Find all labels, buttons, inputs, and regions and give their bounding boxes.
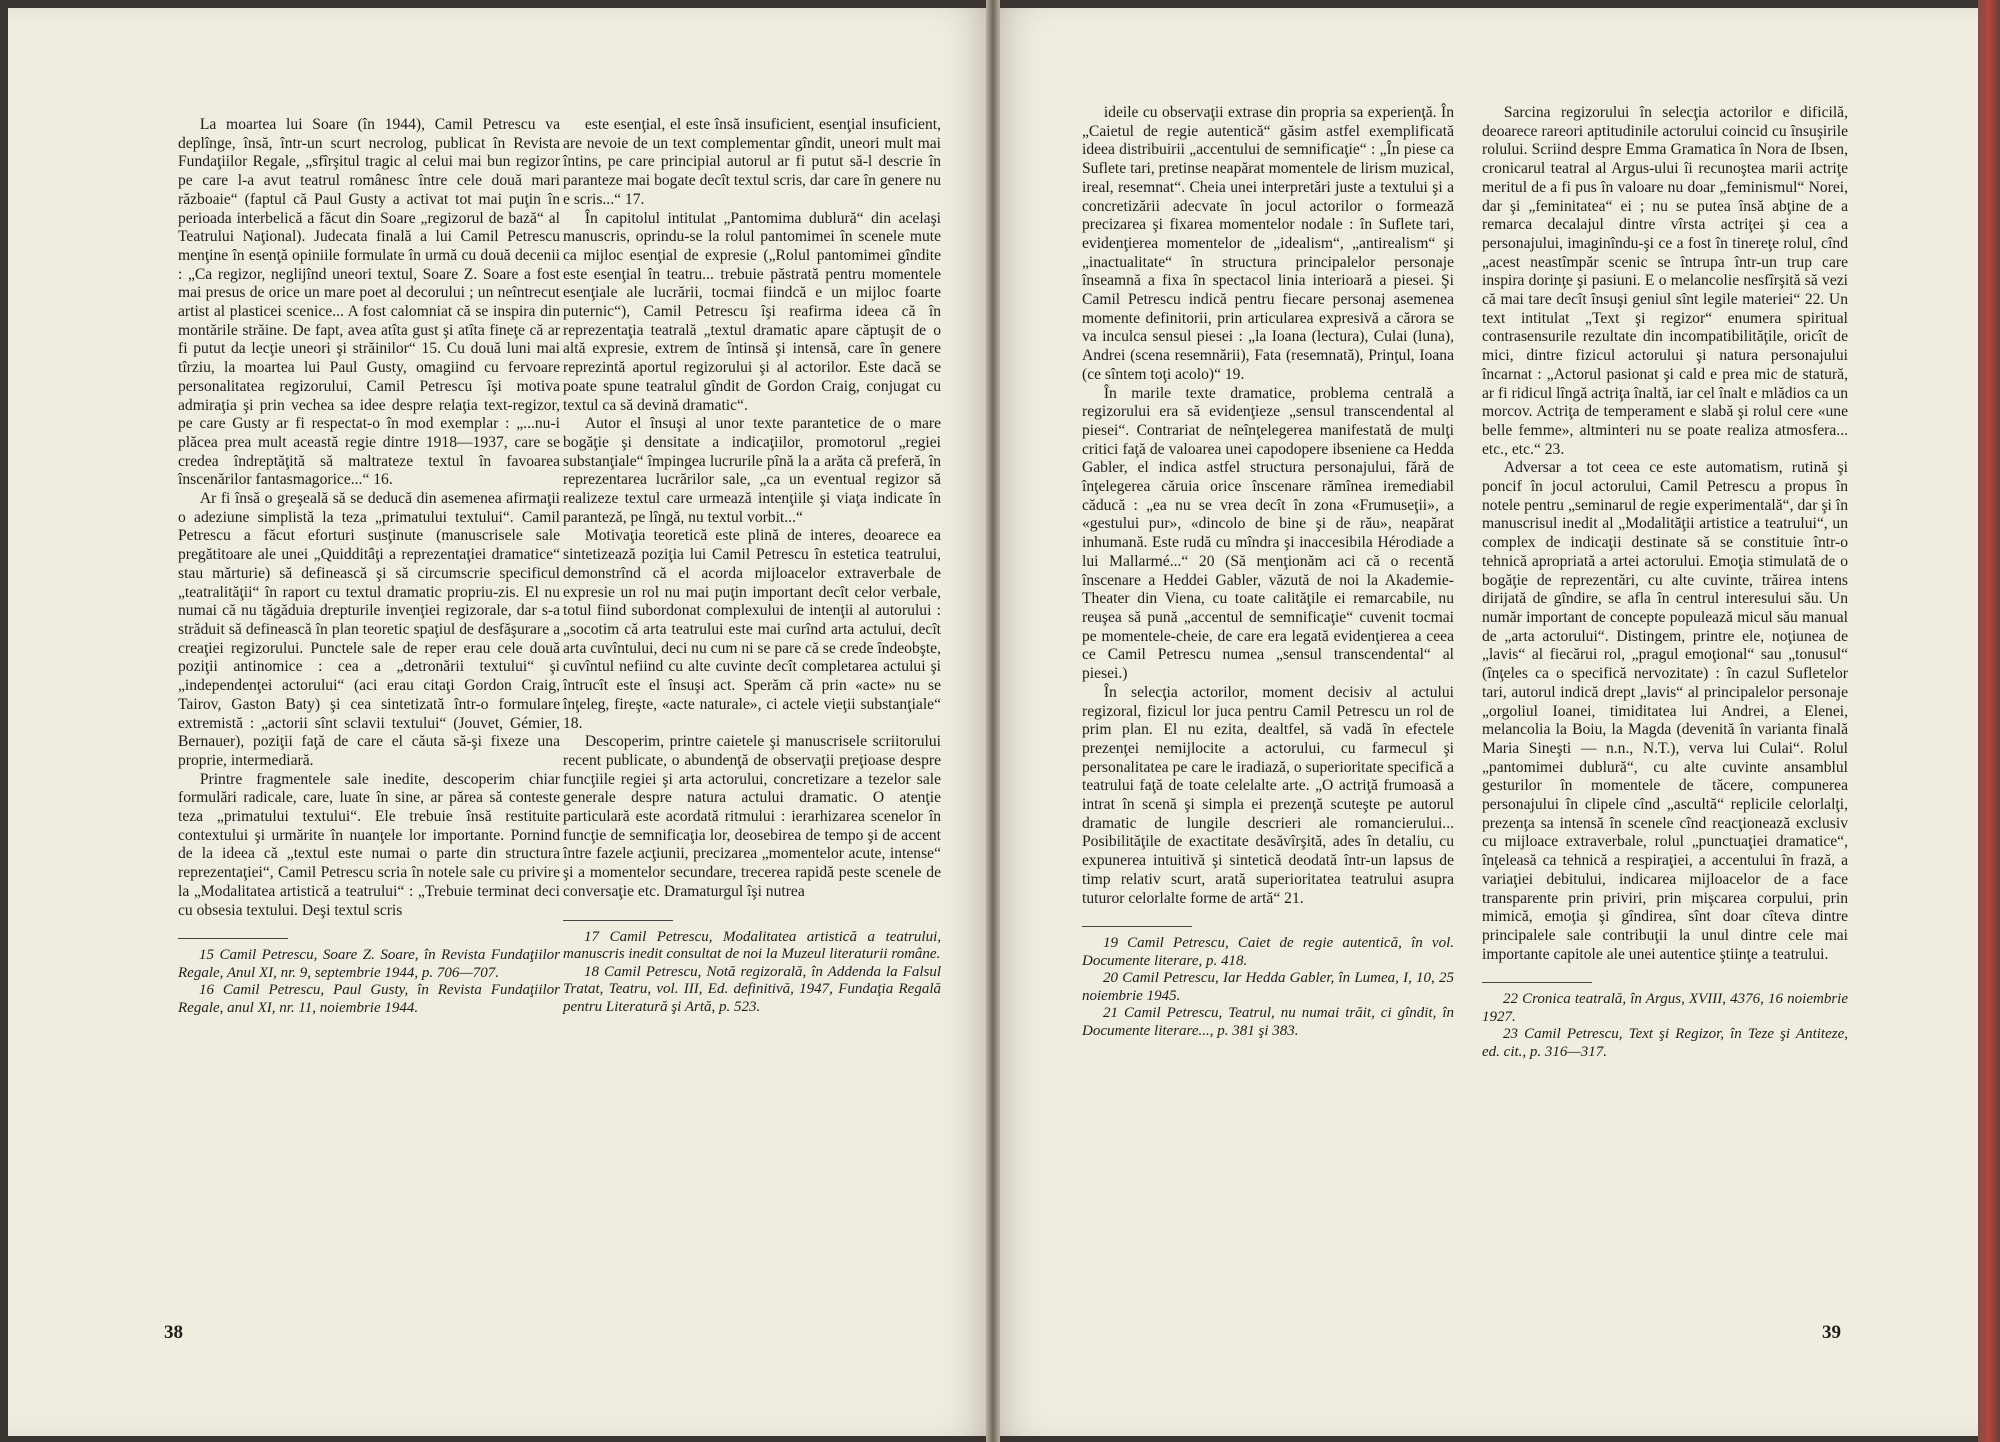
paragraph: Sarcina regizorului în selecţia actorilor e dificilă, deoarece rareori aptitudinile actorului coincid cu însuşirile rolului. Scriind despre Emma Gramatica în Nora de Ibsen, cronicarul teatral al Argus-ului îi recunoştea marii actriţe meritul de a fi pus în valoare nu doar „feminismul“ Norei, dar şi „feminitatea“ ei ; nu se putea însă abţine de a remarca decalajul dintre vîrsta actriţei şi cea a personajului, imaginîndu-şi ce a fost în tinereţe rolul, cînd „acest neastîmpăr scenic se întrupa într-un trup care inspira dorinţe şi pasiuni. E o melancolie nesfîrşită să vezi că mai tare decît însuşi geniul sînt legile materiei“ 22. Un text intitulat „Text şi regizor“ enumera spiritual contrasensurile rezultate din incompatibilităţile, oricît de mici, dintre fizicul actorului şi natura personajului încarnat : „Actorul pasionat şi cald e prea mic de statură, ar fi ridicul lîngă actriţa înaltă, iar cel înalt e mlădios ca un morcov. Actriţa de temperament e slabă şi rolul cere «une belle femme», altminteri nu se poate realiza atmosfera... etc., etc.“ 23.: [1482, 104, 1848, 458]
page-number: 39: [1822, 1322, 1841, 1343]
footnote: 20 Camil Petrescu, Iar Hedda Gabler, în Lumea, I, 10, 25 noiembrie 1945.: [1082, 970, 1454, 1004]
footnote-rule: [178, 938, 288, 939]
paragraph: În capitolul intitulat „Pantomima dublură“ din acelaşi manuscris, oprindu-se la rolul pantomimei în scenele mute ca mijloc esenţial de expresie („Rolul pantomimei gîndite este esenţial în teatru... trebuie păstrată pentru momentele esenţiale ale lucrării, tocmai fiindcă e un mijloc foarte puternic“), Camil Petrescu îşi reafirma ideea că în reprezentaţia teatrală „textul dramatic apare căptuşit de o altă expresie, extrem de întinsă şi intensă, care în genere reprezintă aportul regizorului şi al actorilor. Este dacă se poate spune teatralul gîndit de Gordon Craig, conjugat cu textul ca să devină dramatic“.: [563, 209, 941, 414]
paragraph: Adversar a tot ceea ce este automatism, rutină şi poncif în jocul actorului, Camil Petrescu a propus în notele pentru „seminarul de regie experimentală“, dar şi în manuscrisul inedit al „Modalităţii artistice a teatrului“, un complex de indicaţii destinate să se constituie într-o tehnică apropriată a artei actorului. Emoţia stimulată de o bogăţie de reprezentări, cu alte cuvinte, trăirea intens dirijată de gîndire, se afla în centrul interesului său. Un număr important de concepte populează micul său manual de „arta actorului“. Distingem, printre ele, noţiunea de „lavis“ al fiecărui rol, „pragul emoţional“ sau „tonusul“ (înţeles ca o specifică nervozitate) : în cazul Sufletelor tari, autorul indică drept „lavis“ al principalelor personaje „orgoliul Ioanei, timiditatea lui Andrei, a Elenei, melancolia la Boiu, la Magda (devenită în varianta finală Maria Sineşti — n.n., N.T.), verva lui Culai“. Rolul „pantomimei dublură“, cu alte cuvinte ansamblul gesturilor în momentele de tăcere, compunerea personajului în clipele cînd „ascultă“ replicile celorlalţi, prezenţa sa intensă în scenele cînd reacţionează exclusiv cu mijloace extraverbale, rolul „punctuaţiei dramatice“, înţeleasă ca tehnică a respiraţiei, a accentului în frază, a variaţiei debitului, indicarea mijloacelor de a face transparente prin priviri, prin mişcarea corpului, prin mimică, emoţia şi gîndirea, sînt doar cîteva dintre principalele sale contribuţii la unul dintre cele mai importante capitole ale unei autentice ştiinţe a teatrului.: [1482, 459, 1848, 963]
footnote-rule: [1082, 926, 1192, 927]
footnotes: [1482, 982, 1848, 1061]
paragraph: este esenţial, el este însă insuficient, esenţial insuficient, are nevoie de un text complementar gîndit, uneori mult mai întins, pe care principial autorul ar fi putut să-l descrie în paranteze mai bogate decît textul scris, dar care în genere nu e scris...“ 17.: [563, 116, 941, 208]
right-page: [992, 8, 1992, 1436]
paragraph: La moartea lui Soare (în 1944), Camil Petrescu va deplînge, însă, într-un scurt necrolog, publicat în Revista Fundaţiilor Regale, „sfîrşitul tragic al celui mai bun regizor pe care l-a avut teatrul românesc între cele două mari războaie“ (faptul că Paul Gusty a activat tot mai puţin în perioada interbelică a făcut din Soare „regizorul de bază“ al Teatrului Naţional). Judecata finală a lui Camil Petrescu menţine în esenţă opiniile formulate în urmă cu două decenii : „Ca regizor, neglijînd uneori textul, Soare Z. Soare a fost mai presus de orice un mare poet al decorului ; un neîntrecut artist al plasticei scenice... A fost calomniat că se inspira din montările străine. De fapt, avea atîta gust şi atîta fineţe că ar fi putut da lecţie uneori şi străinilor“ 15. Cu două luni mai tîrziu, la moartea lui Paul Gusty, omagiind cu fervoare personalitatea regizorului, Camil Petrescu îşi motiva admiraţia şi prin vechea sa idee despre relaţia text-regizor, pe care Gusty ar fi respectat-o în mod exemplar : „...nu-i plăcea prea mult această regie dintre 1918—1937, care se credea îndreptăţită să maltrateze textul în favoarea înscenărilor fantasmagorice...“ 16.: [178, 116, 560, 489]
footnote: 21 Camil Petrescu, Teatrul, nu numai trăit, ci gîndit, în Documente literare..., p. 381 şi 383.: [1082, 1005, 1454, 1039]
right-column-1: [1082, 104, 1454, 1040]
paragraph: Motivaţia teoretică este plină de interes, deoarece ea sintetizează poziţia lui Camil Petrescu în estetica teatrului, demonstrînd că el acorda mijloacelor extraverbale de expresie un rol nu mai puţin important decît celor verbale, totul fiind subordonat complexului de intenţii al autorului : „socotim că arta teatrului este mai curînd arta actului, decît arta cuvîntului, deci nu cum ni se pare că se crede îndeobşte, cuvîntul nefiind cu alte cuvinte decît completarea actului şi întrucît este el însuşi act. Sperăm că prin «acte» nu se înţeleg, fireşte, «acte naturale», ci actele vieţii substanţiale“ 18.: [563, 527, 941, 732]
paragraph: În selecţia actorilor, moment decisiv al actului regizoral, fizicul lor juca pentru Camil Petrescu un rol de prim plan. El nu ezita, dealtfel, să vadă în efectele prezenţei nemijlocite a actorului, cu farmecul şi personalitatea pe care le iradiază, o superioritate specifică a teatrului faţă de toate celelalte arte. „O actriţă frumoasă a intrat în scenă şi simpla ei prezenţă scuteşte pe autorul dramatic de lungile descrieri ale romancierului... Posibilităţile de exactitate desăvîrşită, ades în detaliu, cu expunerea intuitivă şi sintetică deodată într-un lapsus de timp relativ scurt, arată superioritatea teatrului asupra tuturor celorlalte forme de artă“ 21.: [1082, 683, 1454, 907]
paragraph: Ar fi însă o greşeală să se deducă din asemenea afirmaţii o adeziune simplistă la teza „primatului textului“. Camil Petrescu a făcut eforturi susţinute (manuscrisele sale pregătitoare ale unei „Quidditâţi a reprezentaţiei dramatice“ stau mărturie) să definească şi să circumscrie specificul „teatralităţii“ în raport cu textul dramatic propriu-zis. El nu numai că nu tăgăduia drepturile invenţiei regizorale, dar s-a străduit să definească în plan teoretic spaţiul de desfăşurare a creaţiei regizorului. Punctele sale de reper erau cele două poziţii antinomice : cea a „detronării textului“ şi „independenţei actorului“ (aci erau citaţi Gordon Craig, Tairov, Gaston Baty) şi cea sintetizată într-o formulare extremistă : „actorii sînt sclavii textului“ (Jouvet, Gémier, Bernauer), poziţii faţă de care el căuta să-şi fixeze una proprie, intermediară.: [178, 490, 560, 769]
footnote: 22 Cronica teatrală, în Argus, XVIII, 4376, 16 noiembrie 1927.: [1482, 991, 1848, 1025]
footnotes: [1082, 926, 1454, 1040]
right-column-2: [1482, 104, 1848, 1061]
book-spine-gutter: [986, 0, 1000, 1442]
footnote: 19 Camil Petrescu, Caiet de regie autentică, în vol. Documente literare, p. 418.: [1082, 935, 1454, 969]
page-number: 38: [164, 1322, 183, 1343]
footnote: 16 Camil Petrescu, Paul Gusty, în Revista Fundaţiilor Regale, anul XI, nr. 11, noiembrie 1944.: [178, 982, 560, 1016]
footnote-rule: [563, 920, 673, 921]
footnote: 17 Camil Petrescu, Modalitatea artistică a teatrului, manuscris inedit consultat de noi la Muzeul literaturii române.: [563, 928, 941, 963]
book-edge: [1978, 0, 2000, 1442]
footnotes: [178, 938, 560, 1017]
paragraph: Autor el însuşi al unor texte parantetice de o mare bogăţie şi densitate a indicaţiilor, promotorul „regiei substanţiale“ împingea lucrurile pînă la a arăta că preferă, în reprezentarea lucrărilor sale, „ca un eventual regizor să realizeze textul care urmează intenţiile şi viaţa indicate în paranteză, pe lîngă, nu textul vorbit...“: [563, 415, 941, 526]
paragraph: ideile cu observaţii extrase din propria sa experienţă. În „Caietul de regie autentică“ găsim astfel exemplificată ideea distribuirii „accentului de semnificaţie“ : „În piese ca Suflete tari, pretinse neapărat momentele de lirism muzical, ireal, resemnat“. Cheia unei interpretări juste a textului şi a concretizării adecvate în jocul actorilor o formează precizarea şi fixarea momentelor nodale : în Suflete tari, evidenţierea momentelor de „idealism“, „antirealism“ şi „inactualitate“ în structura principalelor personaje înseamnă a fixa în spectacol linia interioară a piesei. Şi Camil Petrescu indică pentru fiecare personaj asemenea momente definitorii, prin articularea expresivă a cărora se va inculca sensul piesei : „la Ioana (lectura), Culai (luna), Andrei (scena resemnării), Fata (resemnată), Prinţul, Ioana (ce sîntem toţi acolo)“ 19.: [1082, 104, 1454, 383]
footnote: 15 Camil Petrescu, Soare Z. Soare, în Revista Fundaţiilor Regale, Anul XI, nr. 9, septembrie 1944, p. 706—707.: [178, 947, 560, 981]
left-column-1: [178, 116, 560, 1017]
paragraph: Descoperim, printre caietele şi manuscrisele scriitorului recent publicate, o abundenţă de observaţii preţioase despre funcţiile regiei şi arta actorului, concretizare a tezelor sale generale despre natura actului dramatic. O atenţie particulară este acordată ritmului : ierarhizarea scenelor în funcţie de semnificaţia lor, deosebirea de tempo şi de accent între fazele acţiunii, precizarea „momentelor acute, intense“ şi a momentelor secundare, trecerea rapidă peste scenele de conversaţie etc. Dramaturgul îşi nutrea: [563, 733, 941, 900]
left-page: [8, 8, 992, 1436]
footnotes: [563, 920, 941, 1017]
paragraph: În marile texte dramatice, problema centrală a regizorului era să evidenţieze „sensul transcendental al piesei“. Contrariat de neînţelegerea manifestată de mulţi critici faţă de valoarea unei capodopere ibseniene ca Hedda Gabler, el indica astfel structura personajului, fără de înţelegerea căruia orice înscenare rămînea iremediabil căducă : „ea nu se vrea decît în zona «Frumuseţii», a «gestului pur», «dincolo de bine şi de rău», neapărat inhumană. Este rudă cu mîndra şi inaccesibila Hérodiade a lui Mallarmé...“ 20 (Să menţionăm aci că o recentă înscenare a Heddei Gabler, văzută de noi la Akademie-Theater din Viena, cu toate calităţile ei remarcabile, nu reuşea să pună „accentul de semnificaţie“ cuvenit tocmai pe momentele-cheie, de care era legată evidenţierea a ceea ce Camil Petrescu numea „sensul transcendental“ al piesei.): [1082, 384, 1454, 683]
footnote-rule: [1482, 982, 1592, 983]
footnote: 23 Camil Petrescu, Text şi Regizor, în Teze şi Antiteze, ed. cit., p. 316—317.: [1482, 1026, 1848, 1060]
left-column-2: [563, 116, 941, 1016]
paragraph: Printre fragmentele sale inedite, descoperim chiar formulări radicale, care, luate în sine, ar părea să conteste teza „primatului textului“. Ele trebuie însă restituite contextului şi urmărite în nuanţele lor importante. Pornind de la ideea că „textul este numai o parte din structura reprezentaţiei“, Camil Petrescu scria în notele sale cu privire la „Modalitatea artistică a teatrului“ : „Trebuie terminat deci cu obsesia textului. Deşi textul scris: [178, 770, 560, 919]
footnote: 18 Camil Petrescu, Notă regizorală, în Addenda la Falsul Tratat, Teatru, vol. III, Ed. definitivă, 1947, Fundaţia Regală pentru Literatură şi Artă, p. 523.: [563, 963, 941, 1015]
